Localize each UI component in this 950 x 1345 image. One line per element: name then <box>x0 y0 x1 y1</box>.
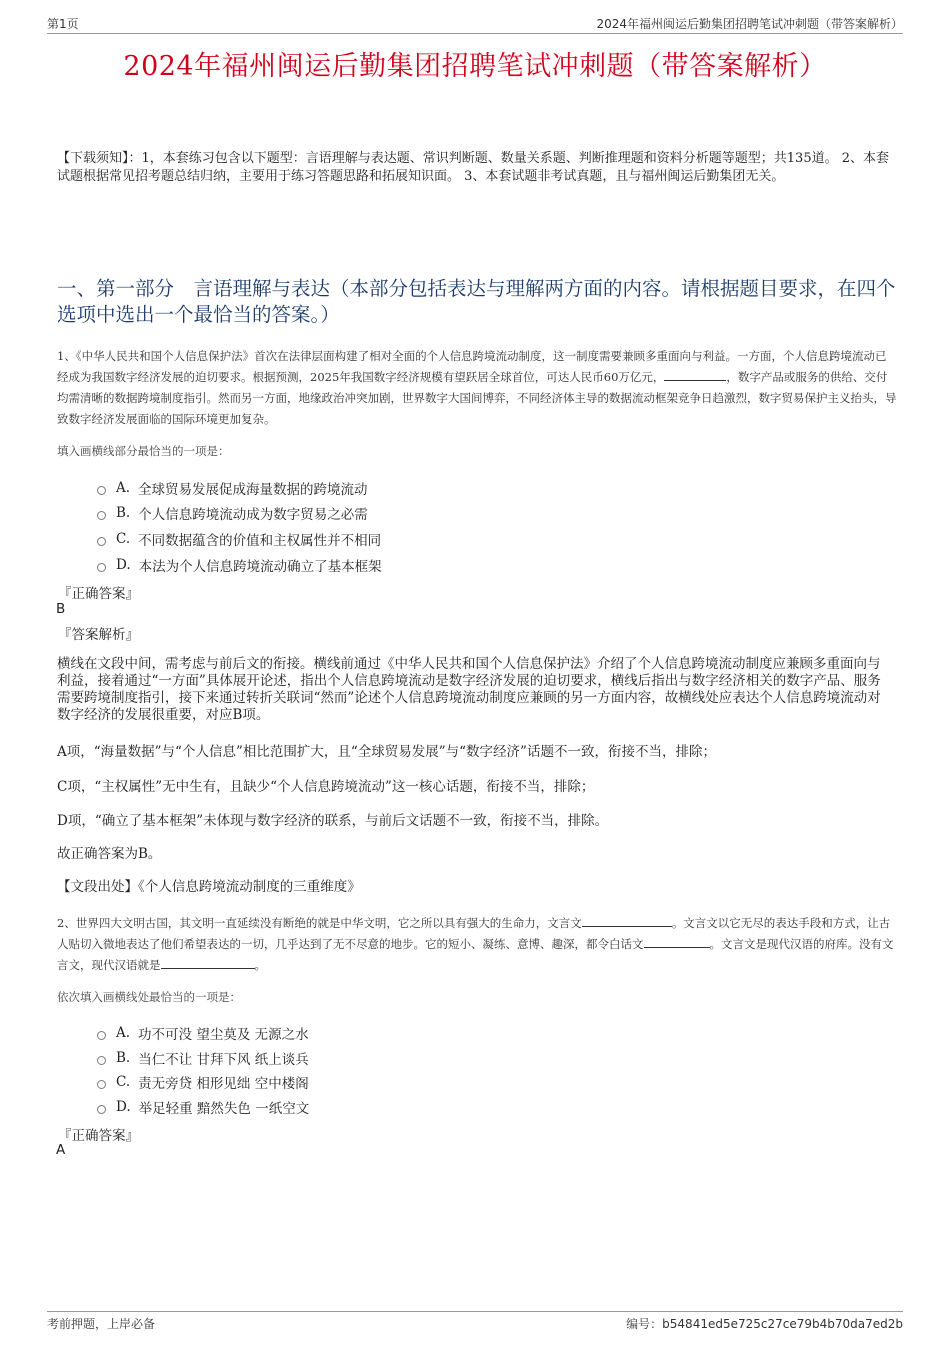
question-1-text: 1、《中华人民共和国个人信息保护法》首次在法律层面构建了相对全面的个人信息跨境流动制度，这一制度需要兼顾多重面向与利益。一方面，个人信息跨境流动已经成为我国数字经济发展的迫切要求。根据预测，2025年我国数字经济规模有望跃居全球首位，可达人民币60万亿元， ，数字产品或服务的供给、交付均需清晰的数据跨境制度指引。然而另一方面，地缘政治冲突加剧，世界数字大国间博弈，不同经济体主导的数据流动框架竞争日趋激烈，数字贸易保护主义抬头，导致数字经济发展面临的国际环境更加复杂。 <box>57 349 897 426</box>
q1-analysis-paragraph: 横线在文段中间，需考虑与前后文的衔接。横线前通过《中华人民共和国个人信息保护法》介绍了个人信息跨境流动制度应兼顾多重面向与利益，接着通过“一方面”具体展开论述，指出个人信息跨境流动是数字经济发展的迫切要求，横线后指出与数字经济相关的数字产品、服务需要跨境制度指引，接下来通过转折关联词“然而”论述个人信息跨境流动制度应兼顾的另一方面内容，故横线处应表达个人信息跨境流动对数字经济的发展很重要，对应B项。 <box>57 656 881 723</box>
radio-icon[interactable] <box>97 511 106 520</box>
fill-blank <box>644 935 710 948</box>
fill-blank <box>664 368 726 381</box>
q1-analysis-paragraph: A项，“海量数据”与“个人信息”相比范围扩大，且“全球贸易发展”与“数字经济”话题不一致，衔接不当，排除； <box>57 744 716 760</box>
radio-icon[interactable] <box>97 486 106 495</box>
q2-answer-label: 『正确答案』 <box>58 1128 139 1144</box>
fill-blank <box>161 956 255 969</box>
q2-option-a[interactable]: A. 功不可没 望尘莫及 无源之水 <box>97 1023 309 1043</box>
q1-answer-label: 『正确答案』 <box>58 586 139 602</box>
page-footer <box>47 1311 903 1334</box>
q1-analysis-paragraph: D项，“确立了基本框架”未体现与数字经济的联系，与前后文话题不一致，衔接不当，排除。 <box>57 813 609 829</box>
q1-option-c[interactable]: C. 不同数据蕴含的价值和主权属性并不相同 <box>97 529 381 549</box>
q2-option-c[interactable]: C. 责无旁贷 相形见绌 空中楼阁 <box>97 1072 309 1092</box>
q2-answer: A <box>56 1142 66 1158</box>
q1-analysis-label: 『答案解析』 <box>58 627 139 643</box>
q1-option-b[interactable]: B. 个人信息跨境流动成为数字贸易之必需 <box>97 503 368 523</box>
q1-option-d[interactable]: D. 本法为个人信息跨境流动确立了基本框架 <box>97 555 382 575</box>
q1-source: 【文段出处】《个人信息跨境流动制度的三重维度》 <box>57 879 361 895</box>
section-title: 一、第一部分 言语理解与表达（本部分包括表达与理解两方面的内容。请根据题目要求，在四个选项中选出一个最恰当的答案。） <box>57 277 896 326</box>
footer-slogan: 考前押题，上岸必备 <box>47 1317 156 1331</box>
document-title: 2024年福州闽运后勤集团招聘笔试冲刺题（带答案解析） <box>123 51 827 82</box>
question-2-text: 2、世界四大文明古国，其文明一直延续没有断绝的就是中华文明，它之所以具有强大的生命力，文言文 。文言文以它无尽的表达手段和方式，让古人贴切入微地表达了他们希望表达的一切，几乎达到了无不尽意的地步。它的短小、凝练、意博、趣深，都令白话文 。文言文是现代汉语的府库。没有文言文，现代汉语就是 。 <box>57 916 894 972</box>
q1-answer: B <box>56 601 66 617</box>
q2-option-d[interactable]: D. 举足轻重 黯然失色 一纸空文 <box>97 1097 309 1117</box>
q2-option-b[interactable]: B. 当仁不让 甘拜下风 纸上谈兵 <box>97 1048 309 1068</box>
radio-icon[interactable] <box>97 1080 106 1089</box>
footer-code: 编号：b54841ed5e725c27ce79b4b70da7ed2b <box>626 1317 903 1331</box>
q1-analysis-paragraph: 故正确答案为B。 <box>57 846 162 862</box>
header-doc-title: 2024年福州闽运后勤集团招聘笔试冲刺题（带答案解析） <box>596 17 903 31</box>
q1-option-a[interactable]: A. 全球贸易发展促成海量数据的跨境流动 <box>97 478 368 498</box>
radio-icon[interactable] <box>97 563 106 572</box>
radio-icon[interactable] <box>97 1105 106 1114</box>
page-number: 第1页 <box>47 17 79 31</box>
radio-icon[interactable] <box>97 1031 106 1040</box>
page-header <box>47 13 903 34</box>
download-notice: 【下载须知】：1，本套练习包含以下题型：言语理解与表达题、常识判断题、数量关系题、判断推理题和资料分析题等题型；共135道。 2、本套试题根据常见招考题总结归纳，主要用于练习答题思路和拓展知识面。 3、本套试题非考试真题，且与福州闽运后勤集团无关。 <box>57 151 889 184</box>
fill-blank <box>582 914 672 927</box>
radio-icon[interactable] <box>97 537 106 546</box>
radio-icon[interactable] <box>97 1056 106 1065</box>
q1-analysis-paragraph: C项，“主权属性”无中生有，且缺少“个人信息跨境流动”这一核心话题，衔接不当，排除； <box>57 779 595 795</box>
question-1-prompt: 填入画横线部分最恰当的一项是： <box>57 444 230 458</box>
question-2-prompt: 依次填入画横线处最恰当的一项是： <box>57 990 241 1004</box>
